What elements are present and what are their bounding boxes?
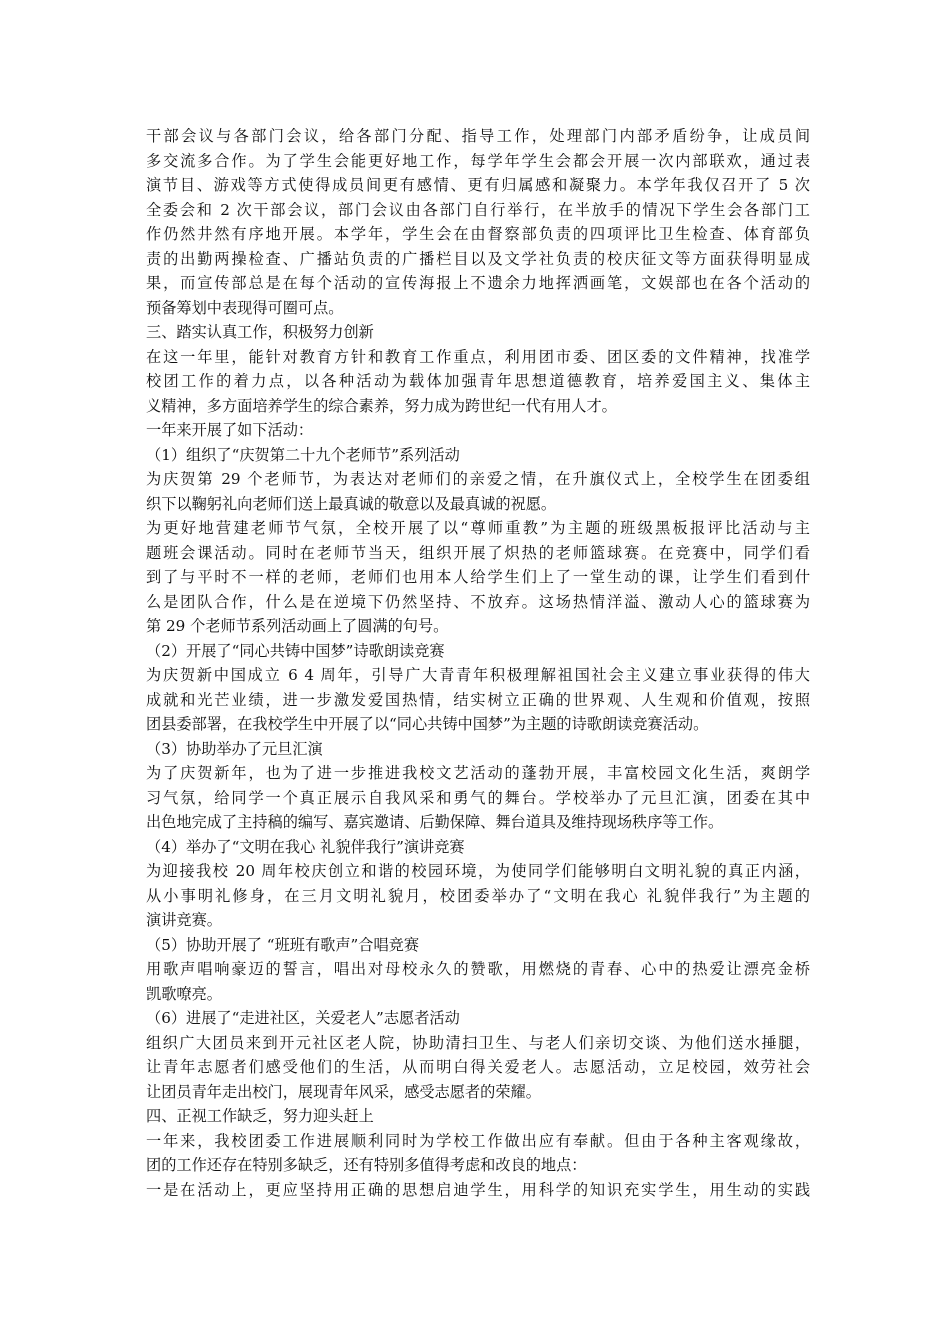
text-line: 么是团队合作，什么是在逆境下仍然坚持、不放弃。这场热情洋溢、激动人心的篮球赛为 [146,592,810,611]
text-line: 四、正视工作缺乏，努力迎头赶上 [146,1107,374,1125]
text-line: 预备筹划中表现得可圈可点。 [146,298,344,317]
text-line: 凯歌嘹亮。 [146,984,222,1003]
text-line: 多交流多合作。为了学生会能更好地工作，每学年学生会都会开展一次内部联欢，通过表 [146,151,810,170]
document-page [146,124,810,1202]
text-line: 为更好地营建老师节气氛，全校开展了以“尊师重教”为主题的班级黑板报评比活动与主 [146,519,810,537]
text-line: 为庆贺新中国成立 6 4 周年，引导广大青青年积极理解祖国社会主义建立事业获得的伟大 [146,666,810,684]
text-line: 演节目、游戏等方式使得成员间更有感情、更有归属感和凝聚力。本学年我仅召开了 5 次 [146,176,810,194]
text-line: （3）协助举办了元旦汇演 [146,739,323,758]
text-line: （1）组织了“庆贺第二十九个老师节”系列活动 [146,445,460,464]
text-line: 在这一年里，能针对教育方针和教育工作重点，利用团市委、团区委的文件精神，找准学 [146,347,810,366]
text-line: 干部会议与各部门会议，给各部门分配、指导工作，处理部门内部矛盾纷争，让成员间 [146,127,810,145]
text-line: 果，而宣传部总是在每个活动的宣传海报上不遗余力地挥洒画笔，文娱部也在各个活动的 [146,274,810,292]
text-line: 第 29 个老师节系列活动画上了圆满的句号。 [146,617,449,635]
text-line: 从小事明礼修身，在三月文明礼貌月，校团委举办了“文明在我心 礼貌伴我行”为主题的 [146,886,810,905]
text-line: （2）开展了“同心共铸中国梦”诗歌朗读竞赛 [146,641,445,660]
text-line: 成就和光芒业绩，进一步激发爱国热情，结实树立正确的世界观、人生观和价值观，按照 [146,690,810,709]
text-line: 一年来，我校团委工作进展顺利同时为学校工作做出应有奉献。但由于各种主客观缘故， [146,1131,810,1150]
text-line: 全委会和 2 次干部会议，部门会议由各部门自行举行，在半放手的情况下学生会各部门工 [146,200,810,219]
text-line: 用歌声唱响豪迈的誓言，唱出对母校永久的赞歌，用燃烧的青春、心中的热爱让漂亮金桥 [146,960,810,978]
text-line: 让团员青年走出校门，展现青年风采，感受志愿者的荣耀。 [146,1082,541,1101]
text-line: 一年来开展了如下活动： [146,421,314,439]
text-line: 题班会课活动。同时在老师节当天，组织开展了炽热的老师篮球赛。在竞赛中，同学们看 [146,543,810,562]
text-line: 让青年志愿者们感受他们的生活，从而明白得关爱老人。志愿活动，立足校园，效劳社会 [146,1058,810,1076]
text-line: 校团工作的着力点，以各种活动为载体加强青年思想道德教育，培养爱国主义、集体主 [146,372,810,390]
text-line: 作仍然井然有序地开展。本学年，学生会在由督察部负责的四项评比卫生检查、体育部负 [146,225,810,243]
text-line: 组织广大团员来到开元社区老人院，协助清扫卫生、与老人们亲切交谈、为他们送水捶腿， [146,1033,810,1052]
text-line: （6）进展了“走进社区，关爱老人”志愿者活动 [146,1009,460,1027]
text-line: 责的出勤两操检查、广播站负责的广播栏目以及文学社负责的校庆征文等方面获得明显成 [146,249,810,268]
text-line: 一是在活动上，更应坚持用正确的思想启迪学生，用科学的知识充实学生，用生动的实践 [146,1180,810,1199]
text-line: 习气氛，给同学一个真正展示自我风采和勇气的舞台。学校举办了元旦汇演，团委在其中 [146,788,810,807]
text-line: 团县委部署，在我校学生中开展了以“同心共铸中国梦”为主题的诗歌朗读竞赛活动。 [146,715,709,733]
text-line: 为了庆贺新年，也为了进一步推进我校文艺活动的蓬勃开展，丰富校园文化生活，爽朗学 [146,764,810,782]
text-line: （5）协助开展了 “班班有歌声”合唱竞赛 [146,935,420,954]
text-line: 织下以鞠躬礼向老师们送上最真诚的敬意以及最真诚的祝愿。 [146,494,557,513]
text-line: 义精神，多方面培养学生的综合素养，努力成为跨世纪一代有用人才。 [146,396,617,415]
text-line: 三、踏实认真工作，积极努力创新 [146,323,374,341]
text-line: 团的工作还存在特别多缺乏，还有特别多值得考虑和改良的地点： [146,1156,587,1174]
text-line: 为迎接我校 20 周年校庆创立和谐的校园环境，为使同学们能够明白文明礼貌的真正内涵， [146,862,810,880]
text-line: 出色地完成了主持稿的编写、嘉宾邀请、后勤保障、舞台道具及维持现场秩序等工作。 [146,813,724,831]
text-line: 到了与平时不一样的老师，老师们也用本人给学生们上了一堂生动的课，让学生们看到什 [146,568,810,586]
text-line: （4）举办了“文明在我心 礼貌伴我行”演讲竞赛 [146,837,465,856]
text-line: 演讲竞赛。 [146,911,222,929]
text-line: 为庆贺第 29 个老师节，为表达对老师们的亲爱之情，在升旗仪式上，全校学生在团委组 [146,470,810,488]
